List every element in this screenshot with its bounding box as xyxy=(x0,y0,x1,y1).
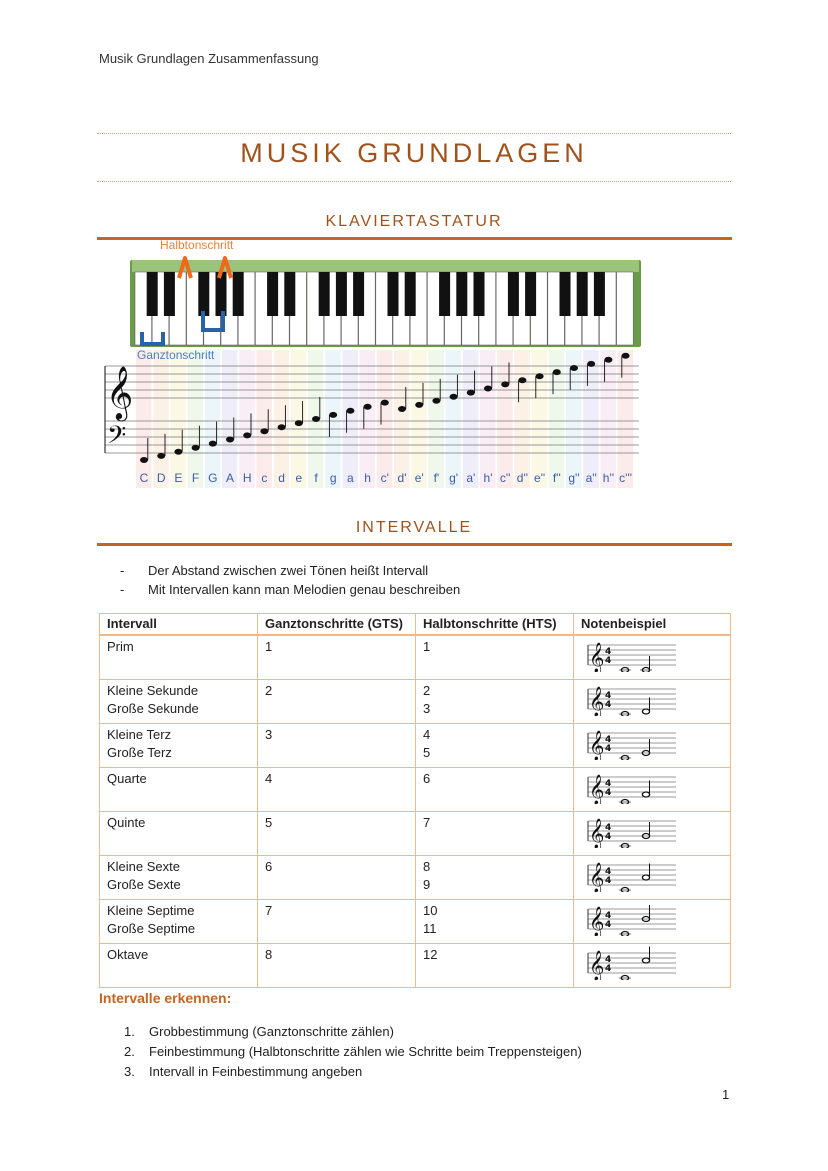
keyboard-diagram xyxy=(99,238,659,493)
hts-cell: 7 xyxy=(416,812,574,856)
note-name-label: f xyxy=(314,471,318,485)
black-key xyxy=(577,272,588,316)
table-row xyxy=(100,768,731,812)
title-top-divider xyxy=(97,133,731,134)
black-key xyxy=(474,272,485,316)
note-name-label: c xyxy=(261,471,268,485)
table-row xyxy=(100,680,731,724)
svg-text:4: 4 xyxy=(605,691,612,701)
note-head xyxy=(518,377,526,383)
black-key xyxy=(594,272,605,316)
note-example-cell xyxy=(574,944,731,988)
bass-clef-icon: 𝄢 xyxy=(107,421,127,456)
intervals-heading-rule xyxy=(97,543,732,546)
gts-cell: 2 xyxy=(258,680,416,724)
note-head xyxy=(260,428,268,434)
note-name-label: E xyxy=(174,471,183,485)
note-name-label: D xyxy=(156,471,166,485)
note-head xyxy=(484,386,492,392)
interval-name-cell: Prim xyxy=(100,635,258,680)
col-header-example: Notenbeispiel xyxy=(574,614,731,636)
note-name-label: A xyxy=(225,471,235,485)
interval-name-cell: Kleine Sexte Große Sexte xyxy=(100,856,258,900)
note-example-cell xyxy=(574,812,731,856)
note-name-label: a xyxy=(347,471,354,485)
black-key xyxy=(284,272,295,316)
keyboard-heading: KLAVIERTASTATUR xyxy=(325,213,503,230)
note-head xyxy=(346,408,354,414)
note-example-staff xyxy=(578,638,678,672)
bullet-item: - Mit Intervallen kann man Melodien genau beschreiben xyxy=(120,582,461,597)
black-key xyxy=(508,272,519,316)
recognize-heading: Intervalle erkennen: xyxy=(99,990,232,1006)
note-head xyxy=(398,406,406,412)
gts-cell: 3 xyxy=(258,724,416,768)
svg-text:𝄞: 𝄞 xyxy=(589,731,605,760)
black-key xyxy=(336,272,347,316)
note-head xyxy=(432,398,440,404)
note-name-label: c''' xyxy=(619,471,633,485)
svg-text:4: 4 xyxy=(605,700,612,710)
black-key xyxy=(164,272,175,316)
note-example-cell xyxy=(574,724,731,768)
hts-cell: 2 3 xyxy=(416,680,574,724)
note-name-label: C xyxy=(139,471,149,485)
list-item: 3. Intervall in Feinbestimmung angeben xyxy=(124,1064,363,1079)
note-example-staff xyxy=(578,726,678,760)
note-name-label: f' xyxy=(433,471,440,485)
note-example-staff xyxy=(578,814,678,848)
black-key xyxy=(456,272,467,316)
svg-text:4: 4 xyxy=(605,656,612,666)
svg-text:4: 4 xyxy=(605,867,612,877)
treble-clef-icon: 𝄞 xyxy=(106,365,134,419)
svg-text:4: 4 xyxy=(605,744,612,754)
note-name-label: F xyxy=(191,471,200,485)
note-name-label: d' xyxy=(397,471,407,485)
black-key xyxy=(405,272,416,316)
note-head xyxy=(278,424,286,430)
svg-text:𝄞: 𝄞 xyxy=(589,775,605,804)
page-number: 1 xyxy=(722,1087,730,1102)
note-head xyxy=(295,420,303,426)
black-key xyxy=(233,272,244,316)
note-name-label: h'' xyxy=(602,471,615,485)
svg-text:4: 4 xyxy=(605,876,612,886)
table-header-row xyxy=(100,614,731,636)
hts-cell: 6 xyxy=(416,768,574,812)
svg-text:4: 4 xyxy=(605,735,612,745)
note-example-cell xyxy=(574,768,731,812)
black-key xyxy=(267,272,278,316)
gts-cell: 4 xyxy=(258,768,416,812)
wholetone-label: Ganztonschritt xyxy=(137,348,215,362)
gts-cell: 5 xyxy=(258,812,416,856)
svg-text:𝄞: 𝄞 xyxy=(589,951,605,980)
note-example-staff xyxy=(578,682,678,716)
page-header: Musik Grundlagen Zusammenfassung xyxy=(99,51,319,66)
table-row xyxy=(100,812,731,856)
note-head xyxy=(226,437,234,443)
note-example-staff xyxy=(578,770,678,804)
note-name-label: e'' xyxy=(533,471,546,485)
note-name-label: a'' xyxy=(585,471,597,485)
table-row xyxy=(100,635,731,680)
hts-cell: 4 5 xyxy=(416,724,574,768)
note-example-cell xyxy=(574,856,731,900)
note-example-cell xyxy=(574,680,731,724)
note-example-cell xyxy=(574,900,731,944)
note-head xyxy=(622,353,630,359)
gts-cell: 7 xyxy=(258,900,416,944)
hts-cell: 12 xyxy=(416,944,574,988)
note-head xyxy=(364,404,372,410)
gts-cell: 8 xyxy=(258,944,416,988)
note-name-label: H xyxy=(242,471,252,485)
note-example-staff xyxy=(578,946,678,980)
keyboard-illustration xyxy=(99,238,659,493)
gts-cell: 6 xyxy=(258,856,416,900)
svg-text:𝄞: 𝄞 xyxy=(589,863,605,892)
black-key xyxy=(388,272,399,316)
note-example-staff xyxy=(578,902,678,936)
note-head xyxy=(570,365,578,371)
note-head xyxy=(536,373,544,379)
hts-cell: 1 xyxy=(416,635,574,680)
svg-text:4: 4 xyxy=(605,779,612,789)
svg-text:𝄞: 𝄞 xyxy=(589,819,605,848)
svg-text:4: 4 xyxy=(605,911,612,921)
black-key xyxy=(439,272,450,316)
note-head xyxy=(157,453,165,459)
svg-text:𝄞: 𝄞 xyxy=(589,687,605,716)
intervals-heading: INTERVALLE xyxy=(355,519,473,536)
note-head xyxy=(467,390,475,396)
svg-text:𝄞: 𝄞 xyxy=(589,643,605,672)
hts-cell: 8 9 xyxy=(416,856,574,900)
table-row xyxy=(100,900,731,944)
note-name-label: h' xyxy=(483,471,493,485)
list-item: 1. Grobbestimmung (Ganztonschritte zählen) xyxy=(124,1024,394,1039)
note-head xyxy=(209,441,217,447)
note-name-label: g'' xyxy=(568,471,580,485)
note-name-label: e xyxy=(295,471,303,485)
note-head xyxy=(450,394,458,400)
note-head xyxy=(587,361,595,367)
note-name-label: e' xyxy=(414,471,424,485)
note-name-label: c'' xyxy=(499,471,511,485)
interval-name-cell: Oktave xyxy=(100,944,258,988)
svg-text:4: 4 xyxy=(605,647,612,657)
svg-text:4: 4 xyxy=(605,832,612,842)
gts-cell: 1 xyxy=(258,635,416,680)
note-head xyxy=(415,402,423,408)
note-name-label: c' xyxy=(380,471,389,485)
note-name-label: a' xyxy=(466,471,476,485)
note-head xyxy=(140,457,148,463)
page-title: MUSIK GRUNDLAGEN xyxy=(240,138,588,168)
black-key xyxy=(198,272,209,316)
intervals-table xyxy=(99,613,731,988)
note-name-label: g xyxy=(329,471,337,485)
note-head xyxy=(329,412,337,418)
col-header-interval: Intervall xyxy=(100,614,258,636)
black-key xyxy=(147,272,158,316)
black-key xyxy=(525,272,536,316)
note-name-label: h xyxy=(364,471,371,485)
svg-text:4: 4 xyxy=(605,788,612,798)
note-head xyxy=(553,369,561,375)
table-row xyxy=(100,856,731,900)
note-head xyxy=(604,357,612,363)
title-bottom-divider xyxy=(97,181,731,182)
note-name-label: d'' xyxy=(516,471,529,485)
svg-text:4: 4 xyxy=(605,964,612,974)
interval-name-cell: Kleine Terz Große Terz xyxy=(100,724,258,768)
note-example-staff xyxy=(578,858,678,892)
interval-name-cell: Kleine Septime Große Septime xyxy=(100,900,258,944)
svg-text:4: 4 xyxy=(605,955,612,965)
white-key xyxy=(617,272,634,345)
hts-cell: 10 11 xyxy=(416,900,574,944)
black-key xyxy=(353,272,364,316)
note-head xyxy=(174,449,182,455)
bullet-item: - Der Abstand zwischen zwei Tönen heißt Intervall xyxy=(120,563,429,578)
black-key xyxy=(319,272,330,316)
note-name-label: f'' xyxy=(552,471,561,485)
interval-name-cell: Kleine Sekunde Große Sekunde xyxy=(100,680,258,724)
interval-name-cell: Quinte xyxy=(100,812,258,856)
note-head xyxy=(312,416,320,422)
black-key xyxy=(216,272,227,316)
note-head xyxy=(501,381,509,387)
table-row xyxy=(100,944,731,988)
black-key xyxy=(560,272,571,316)
note-name-label: g' xyxy=(449,471,459,485)
note-head xyxy=(243,432,251,438)
list-item: 2. Feinbestimmung (Halbtonschritte zählen wie Schritte beim Treppensteigen) xyxy=(124,1044,582,1059)
note-name-label: d xyxy=(278,471,285,485)
note-head xyxy=(381,400,389,406)
svg-text:4: 4 xyxy=(605,823,612,833)
svg-text:4: 4 xyxy=(605,920,612,930)
note-head xyxy=(192,445,200,451)
halftone-label: Halbtonschritt xyxy=(160,238,234,252)
note-example-cell xyxy=(574,635,731,680)
note-name-label: G xyxy=(208,471,218,485)
interval-name-cell: Quarte xyxy=(100,768,258,812)
svg-text:𝄞: 𝄞 xyxy=(589,907,605,936)
col-header-hts: Halbtonschritte (HTS) xyxy=(416,614,574,636)
table-row xyxy=(100,724,731,768)
col-header-gts: Ganztonschritte (GTS) xyxy=(258,614,416,636)
